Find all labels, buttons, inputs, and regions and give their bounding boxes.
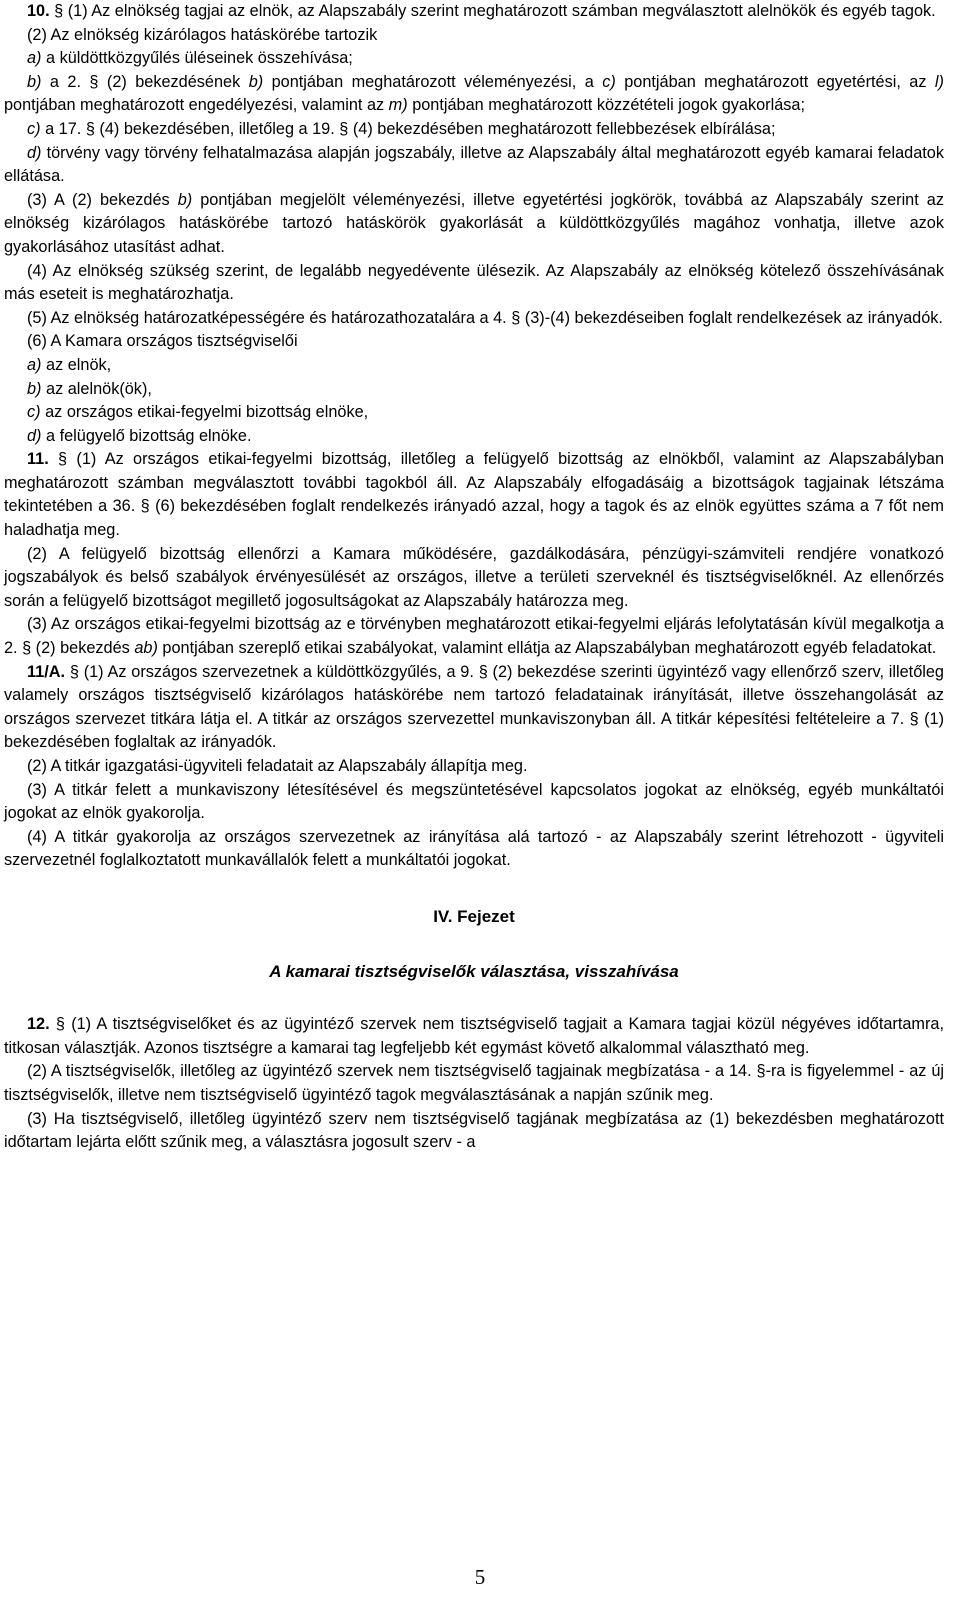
list-item-6c: c) az országos etikai-fegyelmi bizottság elnöke, xyxy=(27,403,369,422)
list-item-c: c) a 17. § (4) bekezdésében, illetőleg a 19. § (4) bekezdésében meghatározott fellebbezések elbírálása; xyxy=(27,119,776,138)
section-number: 11. xyxy=(27,450,49,469)
section-11-paragraph-3: (3) Az országos etikai-fegyelmi bizottság az e törvényben meghatározott etikai-fegyelmi eljárás lefolytatásán kívül megalkotja a 2. § (2) bekezdés ab) pontjában szereplő etikai szabályokat, valamint ellátja az Alapszabályban meghatározott egyéb feladatokat. xyxy=(4,615,944,658)
list-item-d: d) törvény vagy törvény felhatalmazása alapján jogszabály, illetve az Alapszabály által meghatározott egyéb kamarai feladatok ellátása. xyxy=(4,143,944,186)
section-11-paragraph-1: 11. § (1) Az országos etikai-fegyelmi bizottság, illetőleg a felügyelő bizottság az elnökből, valamint az Alapszabályban meghatározott számban megválasztott további tagokból áll. Az Alapszabály elfogadásáig a bizottságok tagjainak létszáma tekintetében a 36. § (6) bekezdésében foglalt rendelkezés irányadó azzal, hogy a tagok és az elnök együttes száma a 7 főt nem haladhatja meg. xyxy=(4,450,944,540)
section-10-paragraph-6: (6) A Kamara országos tisztségviselői xyxy=(27,332,298,351)
section-10-paragraph-3: (3) A (2) bekezdés b) pontjában megjelölt véleményezési, illetve egyetértési jogkörök, továbbá az Alapszabály szerint az elnökség kizárólagos hatáskörébe tartozó hatáskörök gyakorlását a küldöttközgyűlés magához vonhatja, illetve azok gyakorlásához utasítást adhat. xyxy=(4,190,944,256)
section-12-paragraph-2: (2) A tisztségviselők, illetőleg az ügyintéző szervek nem tisztségviselő tagjainak megbízatása - a 14. §-ra is figyelemmel - az új tisztségviselők, illetve nem tisztségviselő ügyintéző tagok megválasztásának a napján szűnik meg. xyxy=(4,1062,944,1104)
section-11a-paragraph-4: (4) A titkár gyakorolja az országos szervezetnek az irányítása alá tartozó - az Alapszabály szerint létrehozott - ügyviteli szervezetnél foglalkoztatott munkavállalók felett a munkáltatói jogokat. xyxy=(4,827,944,870)
section-number: 10. xyxy=(27,2,50,20)
list-item-6d: d) a felügyelő bizottság elnöke. xyxy=(27,426,252,445)
section-10-paragraph-4: (4) Az elnökség szükség szerint, de legalább negyedévente ülésezik. Az Alapszabály az elnökség kötelező összehívásának más eseteit is meghatározhatja. xyxy=(4,261,944,304)
section-12-paragraph-1: 12. § (1) A tisztségviselőket és az ügyintéző szervek nem tisztségviselő tagjait a Kamara tagjai közül négyéves időtartamra, titkosan választják. Azonos tisztségre a kamarai tag legfeljebb két egymást követő alkalommal választható meg. xyxy=(4,1015,944,1057)
chapter-label: IV. Fejezet xyxy=(433,906,515,926)
page-number: 5 xyxy=(474,1565,486,1589)
section-number: 12. xyxy=(27,1015,50,1034)
section-11-paragraph-2: (2) A felügyelő bizottság ellenőrzi a Kamara működésére, gazdálkodására, pénzügyi-számviteli rendjére vonatkozó jogszabályok és belső szabályok érvényesülését az országos, illetve a területi szerveknél és tisztségviselőknél. Az ellenőrzés során a felügyelő bizottságot megillető jogosultságokat az Alapszabály határozza meg. xyxy=(4,544,944,610)
list-item-6b: b) az alelnök(ök), xyxy=(27,379,152,398)
section-11a-paragraph-1: 11/A. § (1) Az országos szervezetnek a küldöttközgyűlés, a 9. § (2) bekezdése szerinti ügyintéző vagy ellenőrző szerv, illetőleg valamely országos tisztségviselő kizárólagos hatáskörébe nem tartozó feladatainak irányítását, illetve összehangolását az országos szervezet titkára látja el. A titkár az országos szervezettel munkaviszonyban áll. A titkár képesítési feltételeire a 7. § (1) bekezdésében foglaltak az irányadók. xyxy=(4,662,944,752)
document-page xyxy=(4,0,944,1155)
section-10-paragraph-1: 10. § (1) Az elnökség tagjai az elnök, az Alapszabály szerint meghatározott számban megválasztott alelnökök és egyéb tagok. xyxy=(27,2,936,20)
section-11a-paragraph-2: (2) A titkár igazgatási-ügyviteli feladatait az Alapszabály állapítja meg. xyxy=(27,757,528,775)
section-10-paragraph-5: (5) Az elnökség határozatképességére és határozathozatalára a 4. § (3)-(4) bekezdéseiben foglalt rendelkezések az irányadók. xyxy=(27,308,943,327)
chapter-title: A kamarai tisztségviselők választása, visszahívása xyxy=(269,961,679,981)
section-10-paragraph-2: (2) Az elnökség kizárólagos hatáskörébe tartozik xyxy=(27,25,378,44)
section-11a-paragraph-3: (3) A titkár felett a munkaviszony létesítésével és megszüntetésével kapcsolatos jogokat az elnökség, egyéb munkáltatói jogokat az elnök gyakorolja. xyxy=(4,780,944,823)
section-number: 11/A. xyxy=(27,662,66,681)
list-item-a: a) a küldöttközgyűlés üléseinek összehívása; xyxy=(27,49,353,68)
list-item-b: b) a 2. § (2) bekezdésének b) pontjában meghatározott véleményezési, a c) pontjában meghatározott egyetértési, az l) pontjában meghatározott engedélyezési, valamint az m) pontjában meghatározott közzétételi jogok gyakorlása; xyxy=(4,72,944,115)
section-12-paragraph-3: (3) Ha tisztségviselő, illetőleg ügyintéző szerv nem tisztségviselő tagjának megbízatása az (1) bekezdésben meghatározott időtartam lejárta előtt szűnik meg, a választásra jogosult szerv - a xyxy=(4,1109,944,1152)
list-item-6a: a) az elnök, xyxy=(27,355,112,374)
